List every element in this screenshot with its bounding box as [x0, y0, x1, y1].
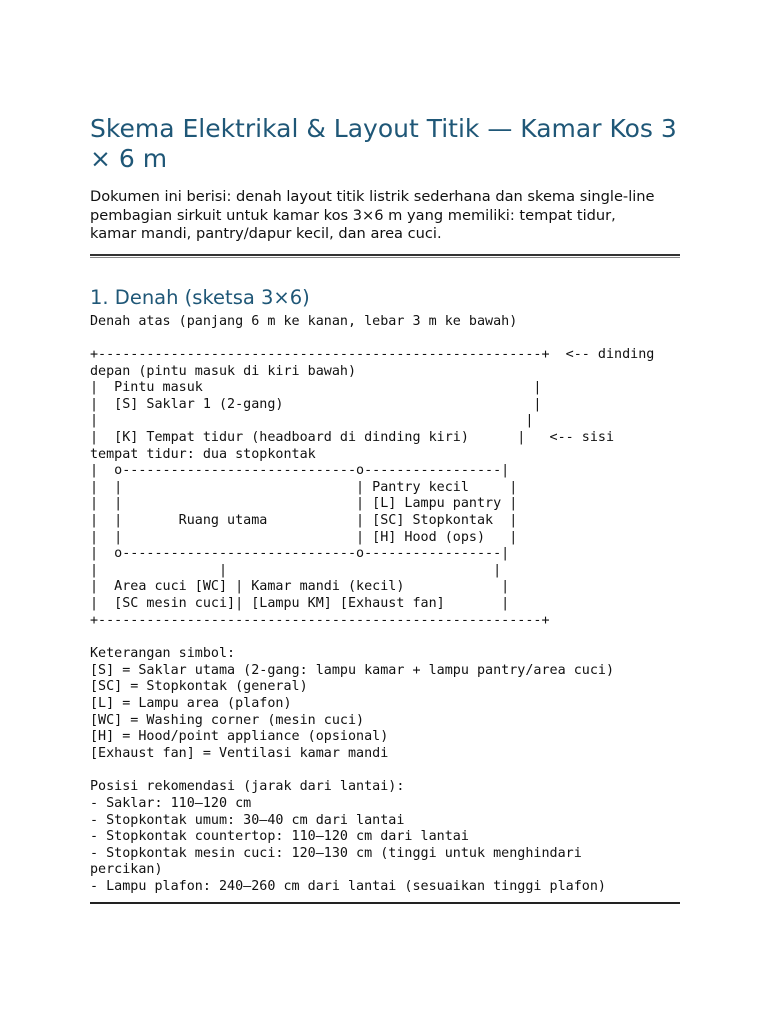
- floor-plan-caption: Denah atas (panjang 6 m ke kanan, lebar 3 m ke bawah): [90, 313, 518, 329]
- section-heading-denah: 1. Denah (sketsa 3×6): [90, 285, 310, 309]
- recommended-positions: Posisi rekomendasi (jarak dari lantai): - Saklar: 110–120 cm - Stopkontak umum: 30–40 cm dari lantai - Stopkontak countertop: 110–120 cm dari lantai - Stopkontak mesin cuci: 120–130 cm (tinggi untuk menghindari percikan) - Lampu plafon: 240–260 cm dari lantai (sesuaikan tinggi plafon): [90, 779, 606, 894]
- document-page: [90, 114, 680, 904]
- page-title: Skema Elektrikal & Layout Titik — Kamar Kos 3 × 6 m: [90, 114, 677, 173]
- section-divider: [90, 254, 680, 258]
- intro-paragraph: Dokumen ini berisi: denah layout titik listrik sederhana dan skema single-line pembagian sirkuit untuk kamar kos 3×6 m yang memiliki: tempat tidur, kamar mandi, pantry/dapur kecil, dan area cuci.: [90, 188, 655, 242]
- floor-plan-diagram: +-------------------------------------------------------+ <-- dinding depan (pintu masuk di kiri bawah) | Pintu masuk | | [S] Saklar 1 (2-gang) | | | | [K] Tempat tidur (headboard di dinding kiri) | <-- sisi tempat tidur: dua stopkontak | o-----------------------------o-----------------| | | | Pantry kecil | | | | [L] Lampu pantry | | | Ruang utama | [SC] Stopkontak | | | | [H] Hood (ops) | | o-----------------------------o-----------------| | | | | Area cuci [WC] | Kamar mandi (kecil) | | [SC mesin cuci]| [Lampu KM] [Exhaust fan] | +-------------------------------------------------------+: [90, 347, 655, 628]
- symbol-legend: Keterangan simbol: [S] = Saklar utama (2-gang: lampu kamar + lampu pantry/area cuci) [SC] = Stopkontak (general) [L] = Lampu area (plafon) [WC] = Washing corner (mesin cuci) [H] = Hood/point appliance (opsional) [Exhaust fan] = Ventilasi kamar mandi: [90, 646, 615, 761]
- bottom-divider: [90, 902, 680, 904]
